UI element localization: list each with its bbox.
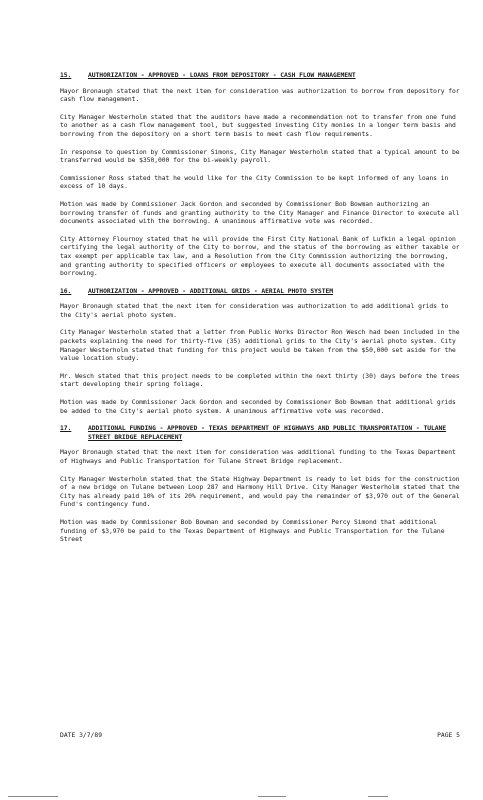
footer-date: DATE 3/7/89 [60, 732, 103, 739]
scan-artifact [8, 796, 58, 797]
minutes-paragraph: City Attorney Flournoy stated that he will provide the First City National Bank of Lufkin a legal opinion certifying the legal authority of the City to borrow, and the status of the borrowing as either taxable or tax exempt per applicable tax law, and a Resolution from the City Commission authorizing the borrowing, and granting authority to specified officers or employees to execute all documents associated with the borrowing. [60, 235, 460, 278]
minutes-paragraph: City Manager Westerholm stated that the auditors have made a recommendation not to transfer from one fund to another as a cash flow management tool, but suggested investing City monies in a longer term basis and borrowing from the depository on a short term basis to meet cash flow requirements. [60, 113, 456, 138]
minutes-paragraph: Motion was made by Commissioner Bob Bowman and seconded by Commissioner Percy Simond that additional funding of $3,970 be paid to the Texas Department of Highways and Public Transportation for the Tulane Street [60, 518, 445, 544]
minutes-paragraph: Mr. Wesch stated that this project needs to be completed within the next thirty (30) days before the trees start developing their spring foliage. [60, 372, 460, 389]
minutes-paragraph: Motion was made by Commissioner Jack Gordon and seconded by Commissioner Bob Bowman authorizing an borrowing transfer of funds and granting authority to the City Manager and Finance Director to execute all documents associated with the borrowing. A unanimous affirmative vote was recorded. [60, 200, 460, 226]
section-number: 15. [60, 72, 72, 79]
minutes-paragraph: In response to question by Commissioner Simons, City Manager Westerholm stated that a typical amount to be transferred would be $350,000 for the bi-weekly payroll. [60, 148, 460, 165]
section-heading [60, 72, 460, 81]
section-title: AUTHORIZATION - APPROVED - LOANS FROM DEPOSITORY - CASH FLOW MANAGEMENT [88, 72, 356, 79]
scan-artifact [368, 796, 388, 797]
footer-page-number: PAGE 5 [437, 732, 460, 739]
section-number: 17. [60, 425, 72, 433]
minutes-paragraph: Commissioner Ross stated that he would like for the City Commission to be kept informed of any loans in excess of 10 days. [60, 174, 449, 191]
agenda-section [60, 288, 460, 417]
section-number: 16. [60, 287, 72, 295]
minutes-body [60, 72, 460, 554]
minutes-paragraph: City Manager Westerholm stated that a letter from Public Works Director Ron Wesch had been included in the packets explaining the need for thirty-five (35) additional grids to the City's aerial photo system. City Manager Westerholm stated that funding for this project would be taken from the $50,000 set aside for the value location study. [60, 329, 460, 363]
minutes-paragraph: City Manager Westerholm stated that the State Highway Department is ready to let bids for the construction of a new bridge on Tulane between Loop 287 and Harmony Hill Drive. City Manager Westerholm stated that the City has already paid 10% of its 20% requirement, and would pay the remainder of $3,970 out of the General Fund's contingency fund. [60, 475, 460, 509]
section-title: ADDITIONAL FUNDING - APPROVED - TEXAS DEPARTMENT OF HIGHWAYS AND PUBLIC TRANSPORTATION - TULANE STREET BRIDGE REPLACEMENT [88, 425, 447, 441]
minutes-paragraph: Motion was made by Commissioner Jack Gordon and seconded by Commissioner Bob Bowman that additional grids be added to the City's aerial photo system. A unanimous affirmative vote was recorded. [60, 399, 456, 415]
section-title: AUTHORIZATION - APPROVED - ADDITIONAL GRIDS - AERIAL PHOTO SYSTEM [88, 287, 334, 295]
agenda-section [60, 425, 460, 545]
page-footer [60, 732, 460, 741]
section-heading [60, 425, 460, 442]
section-heading [60, 288, 460, 297]
minutes-paragraph: Mayor Bronaugh stated that the next item for consideration was authorization to add additional grids to the City's aerial photo system. [60, 303, 449, 319]
minutes-paragraph: Mayor Bronaugh stated that the next item for consideration was additional funding to the Texas Department of Highways and Public Transportation for Tulane Street Bridge replacement. [60, 449, 456, 465]
scan-artifact [258, 796, 286, 797]
agenda-section [60, 72, 460, 279]
minutes-paragraph: Mayor Bronaugh stated that the next item for consideration was authorization to borrow from depository for cash flow management. [60, 87, 460, 104]
